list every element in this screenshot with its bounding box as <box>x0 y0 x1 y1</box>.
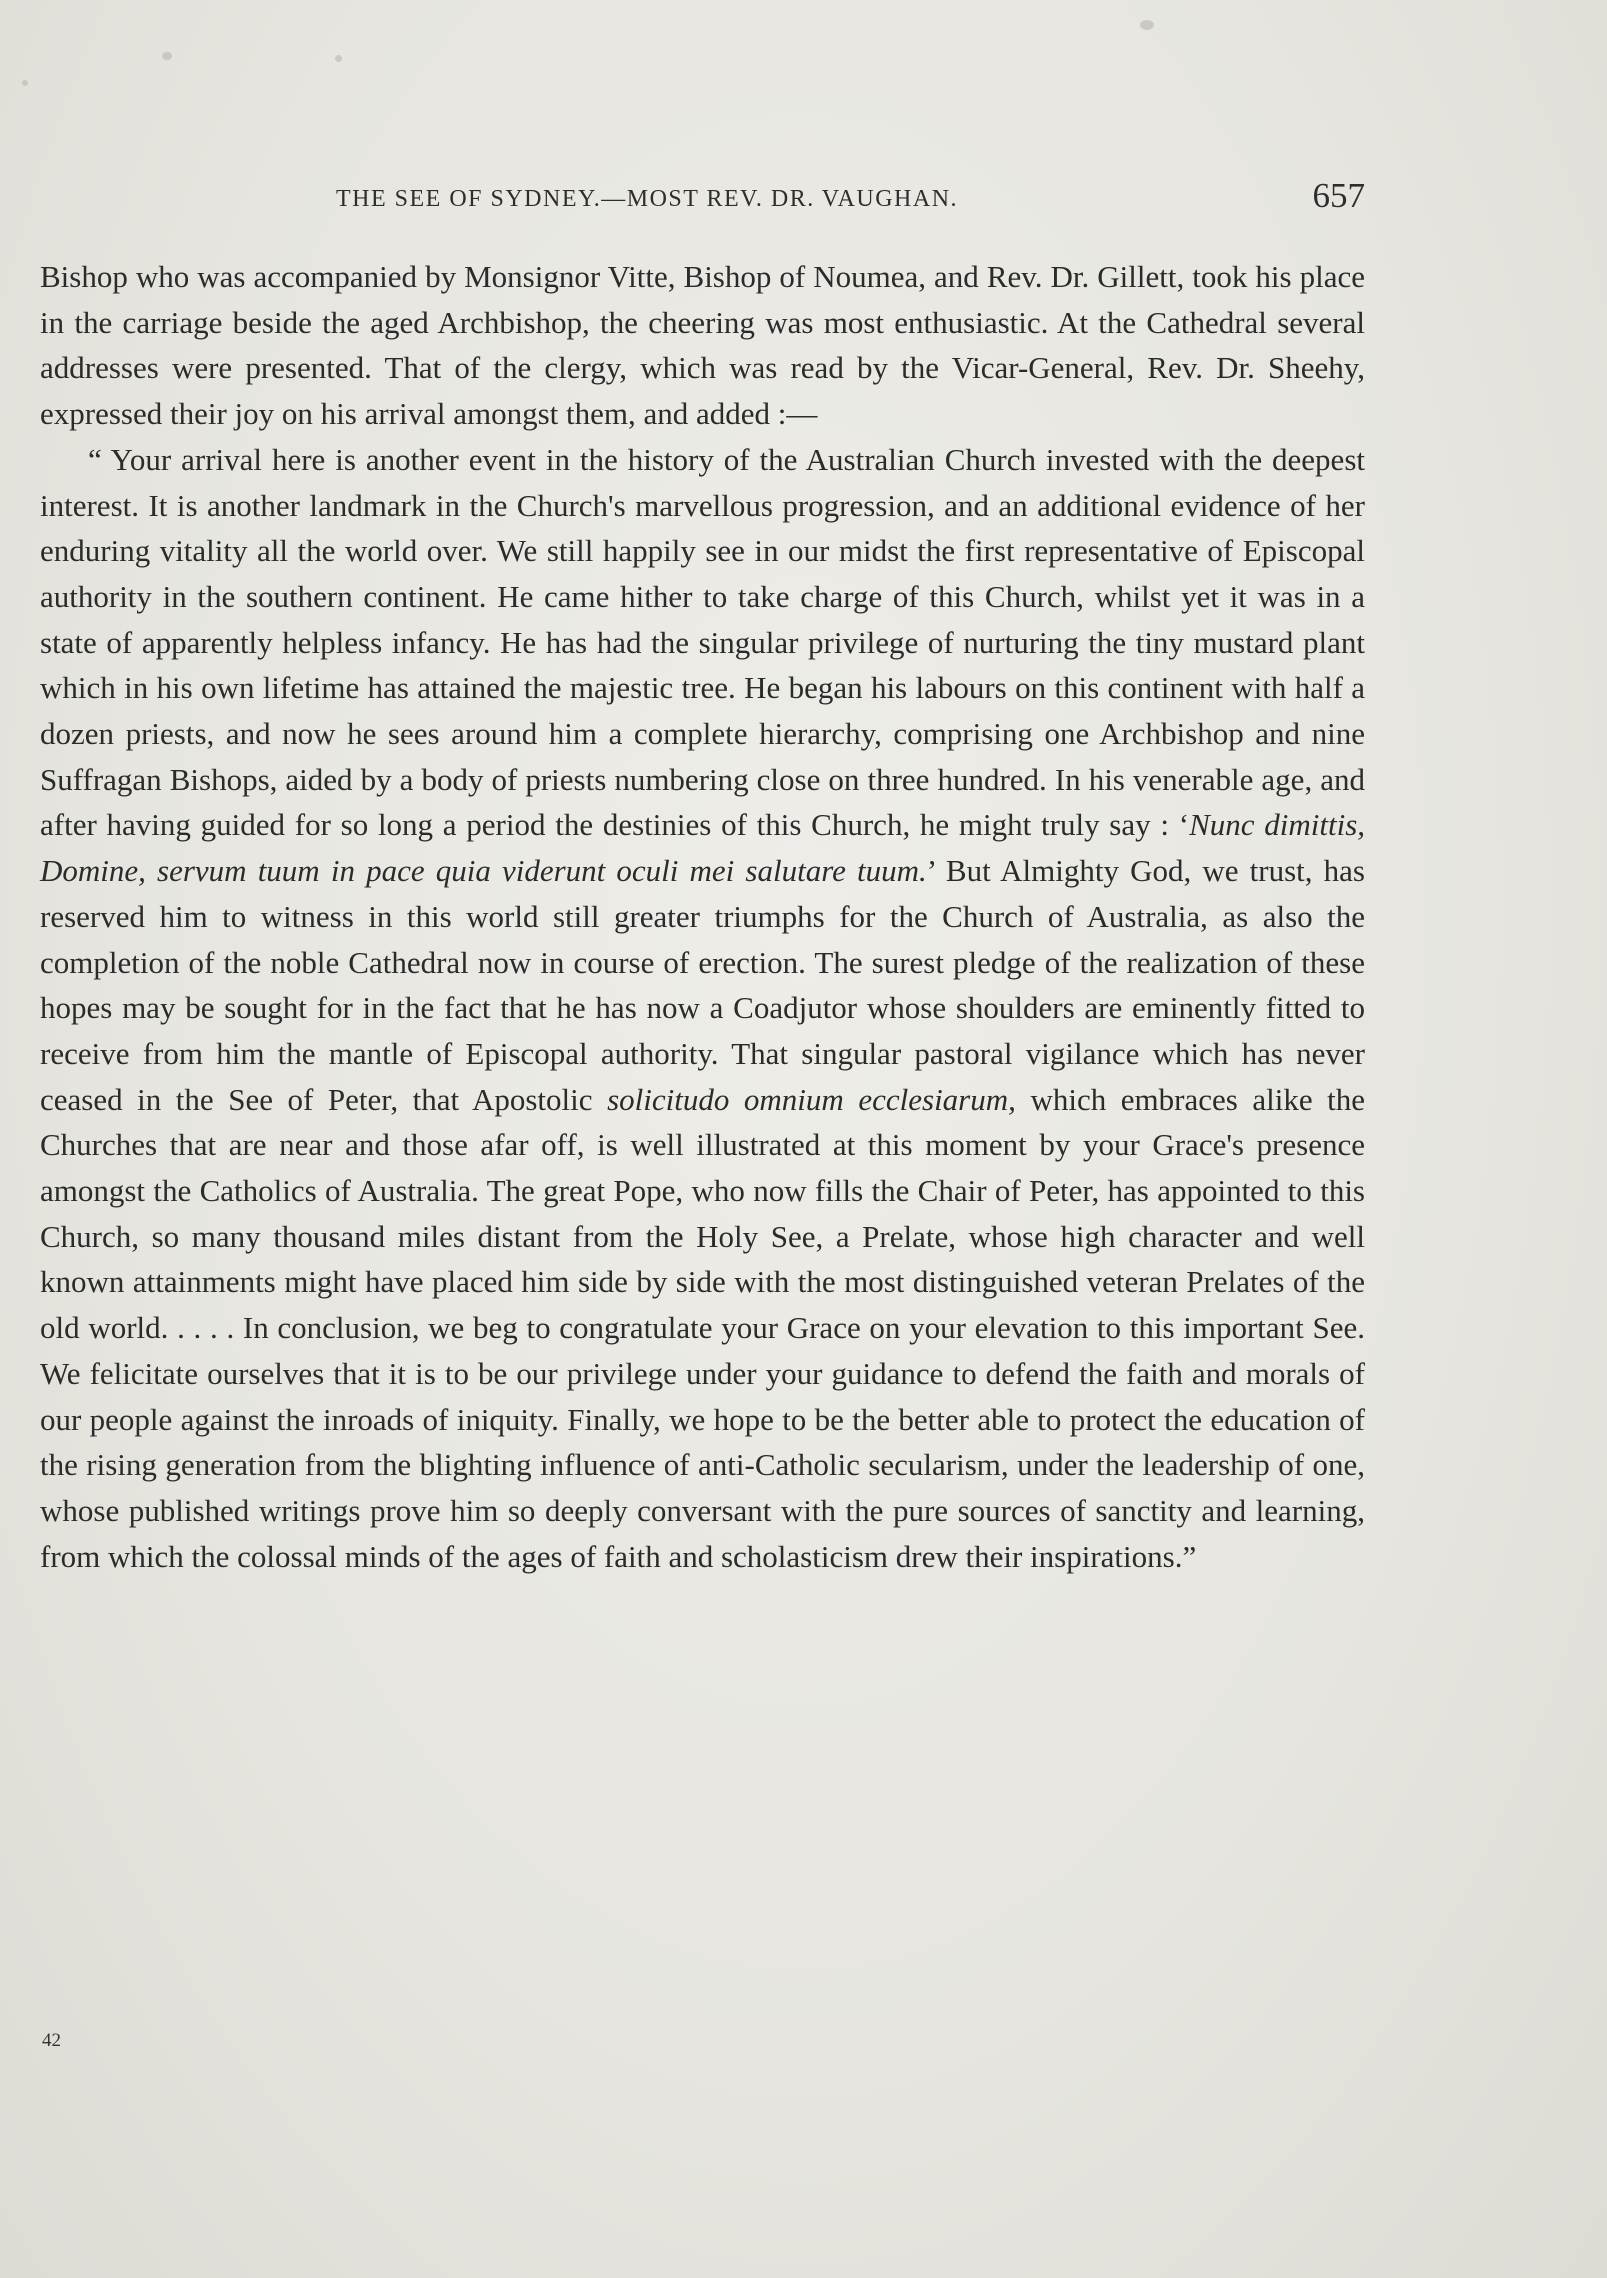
address-text-part-1: “ Your arrival here is another event in the history of the Australian Church invested with the deepest interest. It is another landmark in the Church's marvellous progression, and an additional evidence of her enduring vitality all the world over. We still happily see in our midst the first representative of Episcopal authority in the southern continent. He came hither to take charge of this Church, whilst yet it was in a state of apparently helpless infancy. He has had the singular privilege of nurturing the tiny mustard plant which in his own lifetime has attained the majestic tree. He began his labours on this continent with half a dozen priests, and now he sees around him a complete hierarchy, comprising one Archbishop and nine Suffragan Bishops, aided by a body of priests numbering close on three hundred. In his venerable age, and after having guided for so long a period the destinies of this Church, he might truly say : ‘ <box>40 441 1365 843</box>
paragraph-1: Bishop who was accompanied by Monsignor Vitte, Bishop of Noumea, and Rev. Dr. Gillett, took his place in the carriage beside the aged Archbishop, the cheering was most enthusiastic. At the Cathedral several addresses were presented. That of the clergy, which was read by the Vicar-General, Rev. Dr. Sheehy, expressed their joy on his arrival amongst them, and added :— <box>40 259 1365 432</box>
paper-speck <box>22 80 28 86</box>
running-title: THE SEE OF SYDNEY.—MOST REV. DR. VAUGHAN. <box>336 186 959 212</box>
paragraph-2-address <box>40 437 1365 1580</box>
body-text <box>40 254 1365 1579</box>
latin-quotation: Nunc dimittis, Domine, servum tuum in pace quia viderunt oculi mei salutare tuum. <box>40 807 1366 889</box>
paper-speck <box>1140 20 1154 30</box>
running-header <box>40 176 1365 226</box>
address-text-part-3: which embraces alike the Churches that are near and those afar off, is well illustrated at this moment by your Grace's presence amongst the Catholics of Australia. The great Pope, who now fills the Chair of Peter, has appointed to this Church, so many thousand miles distant from the Holy See, a Prelate, whose high character and well known attainments might have placed him side by side with the most distinguished veteran Prelates of the old world. . . . . In conclusion, we beg to congratulate your Grace on your elevation to this important See. We felicitate ourselves that it is to be our privilege under your guidance to defend the faith and morals of our people against the inroads of iniquity. Finally, we hope to be the better able to protect the education of the rising generation from the blighting influence of anti-Catholic secularism, under the leadership of one, whose published writings prove him so deeply conversant with the pure sources of sanctity and learning, from which the colossal minds of the ages of faith and scholasticism drew their inspirations.” <box>40 1081 1365 1574</box>
address-text-part-2: ’ But Almighty God, we trust, has reserved him to witness in this world still greater triumphs for the Church of Australia, as also the completion of the noble Cathedral now in course of erection. The surest pledge of the realization of these hopes may be sought for in the fact that he has now a Coadjutor whose shoulders are eminently fitted to receive from him the mantle of Episcopal authority. That singular pastoral vigilance which has never ceased in the See of Peter, that Apostolic <box>40 853 1365 1117</box>
page-number: 657 <box>1312 176 1365 215</box>
paper-speck <box>162 52 172 60</box>
latin-phrase: solicitudo omnium ecclesiarum, <box>607 1081 1016 1117</box>
paper-speck <box>335 55 342 62</box>
signature-mark: 42 <box>42 2030 61 2051</box>
